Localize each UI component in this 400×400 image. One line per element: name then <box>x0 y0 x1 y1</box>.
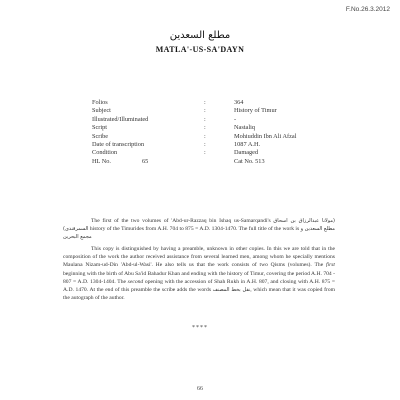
metadata-colon <box>204 158 234 166</box>
metadata-row-hl <box>92 158 342 166</box>
paragraph-2 <box>63 245 335 302</box>
metadata-value: 364 <box>234 99 244 106</box>
paragraph-1 <box>63 217 335 241</box>
arabic-phrase: نقل بخط المصنف <box>212 286 251 293</box>
text-run: beginning with the birth of Abu Sa'id Bahadur Khan and ending with the history of Timur, covering the period A.H. 704 - 807 = A.D. 1304-1404. The <box>63 270 335 285</box>
metadata-colon: : <box>204 132 206 140</box>
metadata-row-folios <box>92 99 342 107</box>
hl-label: HL No. <box>92 157 112 165</box>
hl-label-group <box>92 158 204 166</box>
metadata-row-date <box>92 141 342 149</box>
section-separator: **** <box>192 325 208 331</box>
metadata-row-script <box>92 124 342 132</box>
metadata-label: Folios <box>92 99 108 106</box>
emphasis-second: second <box>127 278 144 285</box>
cat-number: Cat No. 513 <box>234 157 265 165</box>
text-run: opening with the accession of Shah Rukh in A.H. 807, and closing with A.H. 875 = A.D. 1470. At the end of this preamble the scribe adds the words <box>63 278 335 293</box>
metadata-value: History of Timur <box>234 107 277 115</box>
metadata-label: Scribe <box>92 132 109 140</box>
metadata-value: Mohiuddin Ibn Ali Afzal <box>234 132 297 140</box>
metadata-colon: : <box>204 107 206 115</box>
metadata-value: 1087 A.H. <box>234 140 261 148</box>
metadata-value: Damaged <box>234 149 259 157</box>
text-run: , which mean that it was copied from the autograph of the author. <box>63 286 335 301</box>
arabic-phrase: (مولانا عبدالرزاق بن اسحاق السمرقندی) <box>63 218 335 233</box>
metadata-colon: : <box>204 124 206 132</box>
text-run: The first of the two volumes of 'Abd-ur-Razzaq bin Ishaq us-Samarqandi's <box>91 218 271 224</box>
metadata-value: - <box>234 115 237 123</box>
page-number: 66 <box>197 386 203 392</box>
metadata-colon: : <box>204 140 206 148</box>
metadata-label: Date of transcription <box>92 140 145 148</box>
metadata-row-illustrated <box>92 116 342 124</box>
metadata-colon: : <box>204 115 206 123</box>
arabic-title: مطلع السعدين <box>169 30 231 41</box>
metadata-colon: : <box>204 99 206 106</box>
metadata-value: Nastaliq <box>234 124 255 132</box>
english-title: MATLA'-US-SA'DAYN <box>155 45 245 54</box>
text-run: history of the Timurides from A.H. 704 to 875 = A.D. 1304-1470. The full title of the work is <box>89 226 300 233</box>
metadata-label: Script <box>92 124 108 132</box>
metadata-label: Illustrated/Illuminated <box>92 115 149 123</box>
metadata-row-condition <box>92 149 342 157</box>
metadata-table <box>92 99 342 166</box>
emphasis-first: first <box>325 262 335 269</box>
text-run: This copy is distinguished by having a preamble, unknown in other copies. In this we are told that in the composition of the work the author received assistance from several learned men, among whom he specially mentions Maulana Nizam-ud-Din 'Abd-ul-Wasi'. He also tells us that the work consists of two Qisms (volumes). The <box>63 246 335 269</box>
metadata-label: Condition <box>92 149 118 157</box>
metadata-colon: : <box>204 149 206 157</box>
file-number: F.No.26.3.2012 <box>345 6 390 13</box>
hl-number: 65 <box>142 157 149 165</box>
arabic-phrase: مطلع السعدین و مجمع البحرین <box>63 226 335 241</box>
metadata-row-scribe <box>92 133 342 141</box>
metadata-label: Subject <box>92 107 111 115</box>
description-text <box>63 217 335 306</box>
metadata-row-subject <box>92 107 342 115</box>
